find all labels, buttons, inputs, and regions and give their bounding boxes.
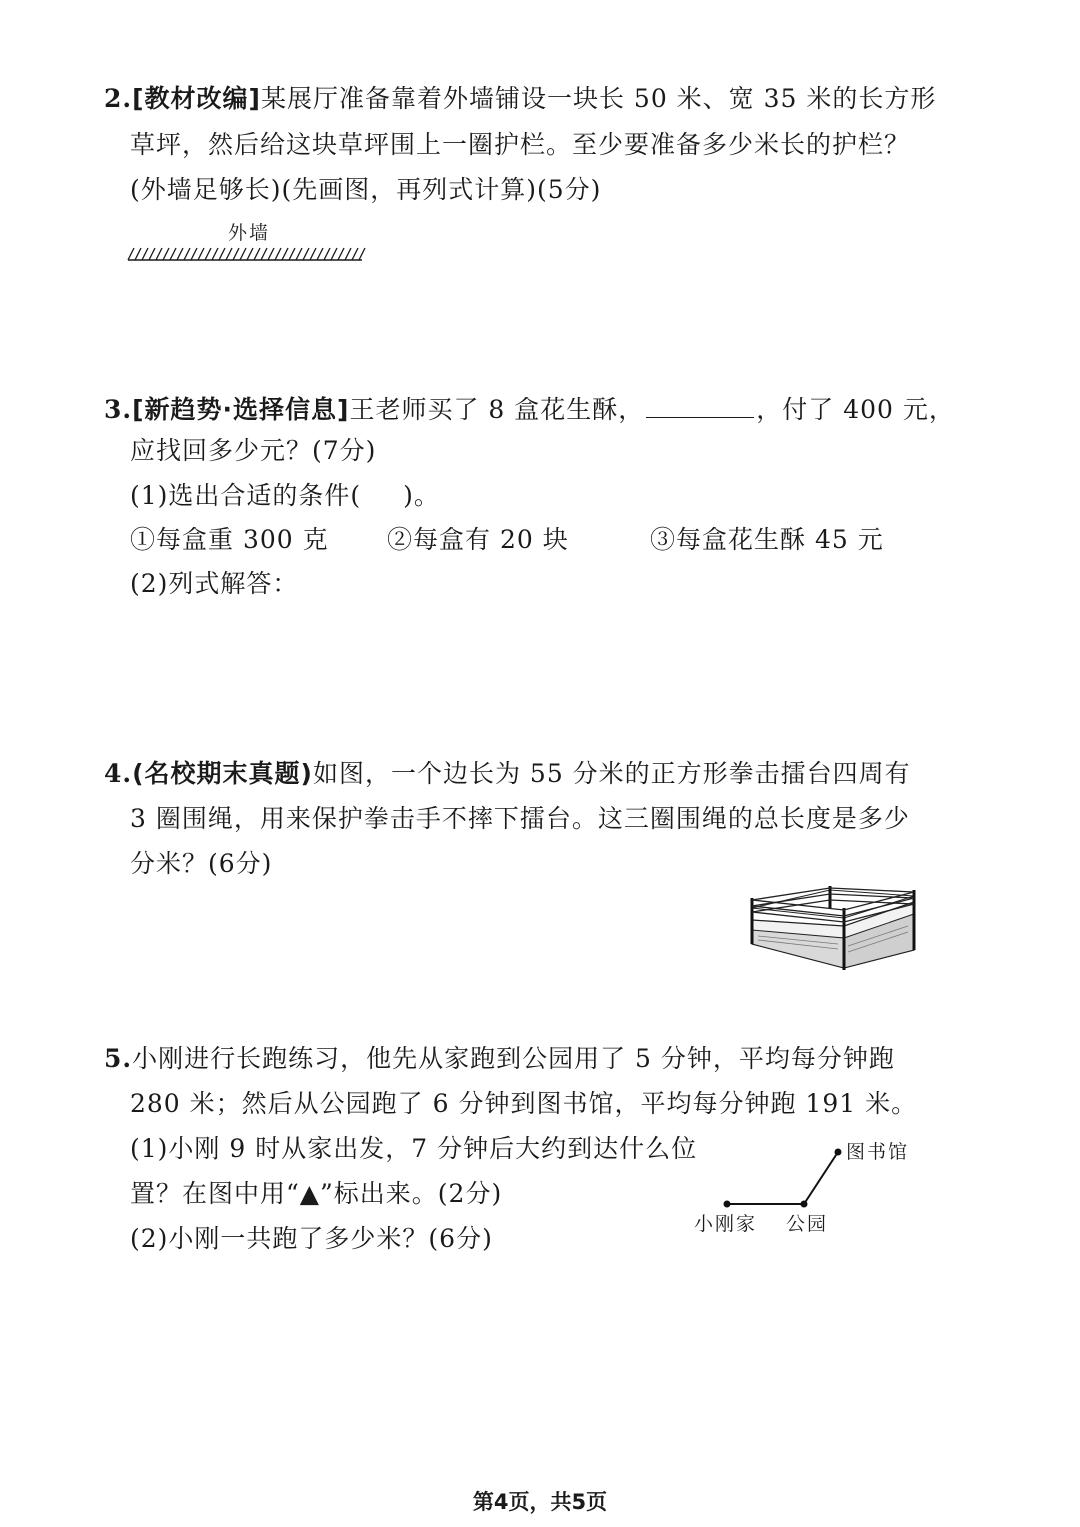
q3-number: 3.	[104, 395, 133, 424]
q2-line-3: (外墙足够长)(先画图，再列式计算)(5分)	[130, 175, 602, 204]
route-map	[722, 1146, 852, 1206]
q4-text-1: 如图，一个边长为 55 分米的正方形拳击擂台四周有	[312, 759, 911, 788]
home-point	[724, 1201, 731, 1208]
outer-wall-label: 外墙	[228, 222, 271, 244]
q3-fill-blank[interactable]	[646, 391, 754, 418]
q3-option-2: ②每盒有 20 块	[387, 525, 569, 554]
map-label-park: 公园	[786, 1213, 829, 1235]
q3-sub1	[130, 480, 440, 512]
q3-option-3: ③每盒花生酥 45 元	[650, 525, 884, 554]
q4-line-2: 3 圈围绳，用来保护拳击手不摔下擂台。这三圈围绳的总长度是多少	[130, 804, 910, 833]
map-label-library: 图书馆	[846, 1141, 910, 1163]
boxing-ring-illustration	[748, 884, 918, 974]
q3-option-1: ①每盒重 300 克	[130, 525, 329, 554]
q2-number: 2.	[104, 84, 133, 113]
q3-tag: [新趋势·选择信息]	[132, 395, 350, 424]
page-footer: 第4页，共5页	[472, 1490, 608, 1514]
q3-text-1b: ，付了 400 元，	[756, 395, 955, 424]
q4-tag: (名校期末真题)	[132, 759, 313, 788]
q5-sub1-line-2: 置？在图中用“▲”标出来。(2分)	[130, 1179, 503, 1208]
q3-sub2: (2)列式解答：	[130, 569, 299, 598]
q3-text-1a: 王老师买了 8 盒花生酥，	[349, 395, 645, 424]
q2-text-1: 某展厅准备靠着外墙铺设一块长 50 米、宽 35 米的长方形	[260, 84, 937, 113]
q4-number: 4.	[104, 759, 133, 788]
q2-line-1	[104, 83, 936, 115]
q5-number: 5.	[104, 1044, 133, 1073]
q2-line-2: 草坪，然后给这块草坪围上一圈护栏。至少要准备多少米长的护栏？	[130, 130, 911, 159]
q5-sub2: (2)小刚一共跑了多少米？(6分)	[130, 1224, 493, 1253]
q5-sub1-line-1: (1)小刚 9 时从家出发，7 分钟后大约到达什么位	[130, 1134, 698, 1163]
q3-sub1-text-a: (1)选出合适的条件(	[130, 481, 362, 510]
q5-line-1	[104, 1043, 895, 1075]
q3-line-2: 应找回多少元？(7分)	[130, 436, 377, 465]
park-point	[801, 1201, 808, 1208]
q2-tag: [教材改编]	[132, 84, 261, 113]
q5-line-2: 280 米；然后从公园跑了 6 分钟到图书馆，平均每分钟跑 191 米。	[130, 1089, 918, 1118]
outer-wall-hatch	[128, 246, 368, 262]
q4-line-1	[104, 758, 911, 790]
library-point	[835, 1149, 842, 1156]
q5-text-1: 小刚进行长跑练习，他先从家跑到公园用了 5 分钟，平均每分钟跑	[132, 1044, 895, 1073]
q4-line-3: 分米？(6分)	[130, 849, 273, 878]
map-label-home: 小刚家	[694, 1213, 758, 1235]
q3-line-1	[104, 391, 955, 426]
q3-sub1-text-b: )。	[403, 481, 440, 510]
route-park-to-library	[804, 1152, 838, 1204]
